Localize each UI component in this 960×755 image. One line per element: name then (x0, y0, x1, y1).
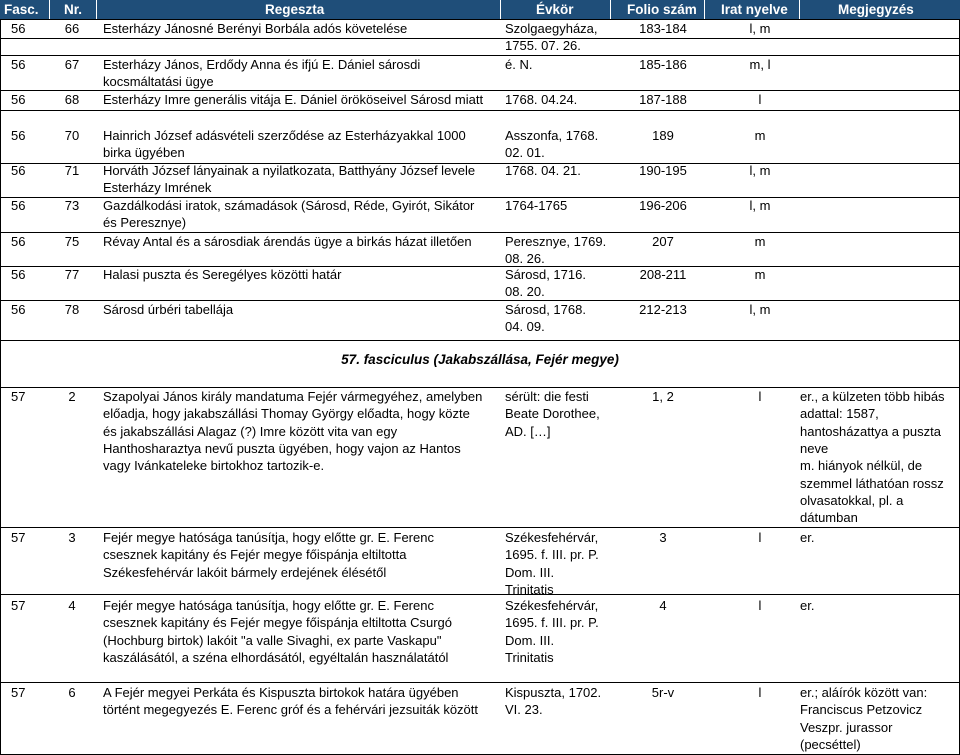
cell-fasc: 57 (11, 389, 26, 404)
cell-regeszta-line: Szapolyai János király mandatuma Fejér vármegyéhez, amelyben (103, 389, 483, 404)
cell-fasc: 57 (11, 530, 26, 545)
cell-megjegyzes-line: adattal: 1587, (800, 406, 879, 422)
cell-evkor-line: 1764-1765 (505, 198, 568, 213)
cell-folio: 207 (652, 234, 674, 249)
cell-nr: 68 (64, 92, 80, 107)
cell-regeszta-line: előadja, hogy jakabszállási Thomay György előadta, hogy közte (103, 406, 470, 422)
cell-folio: 3 (659, 530, 667, 545)
cell-folio: 190-195 (639, 163, 687, 178)
cell-folio: 183-184 (639, 21, 687, 36)
cell-nyelv: l (758, 598, 762, 613)
cell-megjegyzes-line: hantosházattya a puszta (800, 423, 941, 439)
cell-folio: 5r-v (651, 685, 675, 700)
cell-nr: 73 (64, 198, 80, 213)
cell-nyelv: m (754, 267, 766, 282)
cell-megjegyzes-line: dátumban (800, 510, 858, 526)
cell-regeszta-line: és Peresznye) (103, 215, 187, 231)
cell-evkor-line: 1695. f. III. pr. P. (505, 615, 599, 631)
cell-megjegyzes-line: er., a külzeten több hibás (800, 389, 945, 404)
cell-evkor-line: Peresznye, 1769. (505, 234, 607, 249)
cell-nr: 77 (64, 267, 80, 282)
cell-fasc: 56 (11, 267, 26, 282)
cell-folio: 208-211 (639, 267, 687, 282)
cell-nyelv: m, l (749, 57, 771, 72)
cell-regeszta-line: Révay Antal és a sárosdiak árendás ügye a birkás házat illetően (103, 234, 472, 249)
cell-evkor-line: Sárosd, 1768. (505, 302, 586, 317)
cell-nr: 66 (64, 21, 80, 36)
cell-regeszta-line: vagy Ivánkateleke birtokhoz tartozik-e. (103, 458, 325, 474)
cell-evkor-line: é. N. (505, 57, 533, 72)
cell-nr: 4 (68, 598, 76, 613)
cell-nyelv: l (758, 389, 762, 404)
cell-evkor-line: Trinitatis (505, 649, 554, 665)
col-header-regeszta: Regeszta (265, 2, 325, 17)
cell-evkor-line: Székesfehérvár, (505, 598, 599, 613)
cell-nr: 6 (68, 685, 76, 700)
cell-regeszta-line: Fejér megye hatósága tanúsítja, hogy előtte gr. E. Ferenc (103, 598, 434, 613)
col-header-evkor: Évkör (536, 2, 574, 17)
cell-evkor-line: VI. 23. (505, 702, 543, 718)
cell-fasc: 56 (11, 198, 26, 213)
cell-megjegyzes-line: er. (800, 530, 815, 545)
cell-nyelv: l, m (749, 198, 771, 213)
cell-fasc: 56 (11, 302, 26, 317)
cell-evkor-line: Székesfehérvár, (505, 530, 599, 545)
cell-regeszta-line: és jakabszállási Alagaz (?) Imre között vita van egy (103, 423, 398, 439)
cell-regeszta-line: történt megegyezés E. Ferenc gróf és a fehérvári jezsuiták között (103, 702, 479, 718)
cell-nyelv: l, m (749, 302, 771, 317)
section-title: 57. fasciculus (Jakabszállása, Fejér megye) (341, 352, 619, 367)
cell-evkor-line: Kispuszta, 1702. (505, 685, 602, 700)
col-header-megjegyzes: Megjegyzés (838, 2, 914, 17)
cell-regeszta-line: csesznek kapitány és Fejér megye főispánja eltiltotta (103, 547, 407, 563)
cell-nr: 78 (64, 302, 80, 317)
cell-evkor-line: Trinitatis (505, 581, 554, 597)
cell-evkor-line: 1768. 04. 21. (505, 163, 581, 178)
cell-megjegyzes-line: Franciscus Petzovicz (800, 702, 923, 718)
cell-evkor-line: 1768. 04.24. (505, 92, 578, 107)
cell-regeszta-line: Esterházy Imre generális vitája E. Dániel örököseivel Sárosd miatt (103, 92, 484, 107)
cell-evkor-line: 08. 20. (505, 284, 545, 300)
cell-fasc: 56 (11, 234, 26, 249)
cell-nyelv: m (754, 234, 766, 249)
cell-evkor-line: 04. 09. (505, 319, 545, 335)
cell-fasc: 56 (11, 92, 26, 107)
cell-evkor-line: Asszonfa, 1768. (505, 128, 599, 143)
cell-fasc: 56 (11, 128, 26, 143)
cell-evkor-line: 02. 01. (505, 145, 545, 161)
cell-nyelv: l (758, 685, 762, 700)
cell-megjegyzes-line: szemmel láthatóan rossz (800, 475, 944, 491)
cell-regeszta-line: Esterházy Jánosné Berényi Borbála adós követelése (103, 21, 408, 36)
cell-regeszta-line: Esterházy János, Erdődy Anna és ifjú E. Dániel sárosdi (103, 57, 421, 72)
cell-regeszta-line: Sárosd úrbéri tabellája (103, 302, 234, 317)
cell-fasc: 57 (11, 685, 26, 700)
cell-regeszta-line: Gazdálkodási iratok, számadások (Sárosd, Réde, Gyirót, Sikátor (103, 198, 475, 213)
cell-nyelv: l, m (749, 163, 771, 178)
cell-evkor-line: sérült: die festi (505, 389, 589, 404)
cell-regeszta-line: Hainrich József adásvételi szerződése az Esterházyakkal 1000 (103, 128, 466, 143)
cell-nr: 70 (64, 128, 80, 143)
cell-regeszta-line: Esterházy Imrének (103, 180, 212, 196)
col-header-fasc: Fasc. (4, 2, 39, 17)
cell-megjegyzes-line: (pecséttel) (800, 736, 861, 752)
cell-evkor-line: 1755. 07. 26. (505, 38, 581, 54)
cell-megjegyzes-line: m. hiányok nélkül, de (800, 458, 923, 474)
cell-folio: 1, 2 (652, 389, 674, 404)
cell-evkor-line: 08. 26. (505, 251, 545, 267)
cell-regeszta-line: birka ügyében (103, 145, 185, 161)
col-header-folio: Folio szám (627, 2, 697, 17)
cell-regeszta-line: Fejér megye hatósága tanúsítja, hogy előtte gr. E. Ferenc (103, 530, 434, 545)
cell-megjegyzes-line: er.; aláírók között van: (800, 685, 928, 700)
cell-megjegyzes-line: er. (800, 598, 815, 613)
cell-evkor-line: Szolgaegyháza, (505, 21, 598, 36)
cell-fasc: 56 (11, 163, 26, 178)
cell-nyelv: m (754, 128, 766, 143)
cell-megjegyzes-line: neve (800, 440, 829, 456)
cell-evkor-line: 1695. f. III. pr. P. (505, 547, 599, 563)
cell-folio: 4 (659, 598, 667, 613)
cell-evkor-line: Sárosd, 1716. (505, 267, 586, 282)
table-header (0, 0, 960, 19)
cell-nr: 3 (68, 530, 76, 545)
cell-regeszta-line: (Hochburg birtok) lakóit "a valle Sivaghi, ex parte Vaskapu" (103, 632, 442, 648)
cell-fasc: 56 (11, 57, 26, 72)
cell-megjegyzes-line: Veszpr. jurassor (800, 719, 893, 735)
cell-evkor-line: Beate Dorothee, (505, 406, 600, 422)
cell-regeszta-line: Horváth József lányainak a nyilatkozata, Batthyány József levele (103, 163, 476, 178)
col-header-nyelv: Irat nyelve (721, 2, 788, 17)
cell-regeszta-line: A Fejér megyei Perkáta és Kispuszta birtokok határa ügyében (103, 685, 459, 700)
cell-evkor-line: Dom. III. (505, 632, 555, 648)
cell-folio: 196-206 (639, 198, 687, 213)
cell-evkor-line: Dom. III. (505, 564, 555, 580)
cell-regeszta-line: Halasi puszta és Seregélyes közötti határ (103, 267, 342, 282)
cell-regeszta-line: kocsmáltatási ügye (103, 74, 214, 90)
cell-regeszta-line: Székesfehérvár lakóit bármely erdejének élésétől (103, 564, 387, 580)
cell-nr: 67 (64, 57, 80, 72)
cell-fasc: 56 (11, 21, 26, 36)
cell-regeszta-line: csesznek kapitány és Fejér megye főispánja eltiltotta Csurgó (103, 615, 453, 631)
cell-nr: 2 (68, 389, 76, 404)
cell-regeszta-line: Hanthosharaztya nevű puszta ügyében, hogy vajon az Hantos (103, 440, 461, 456)
cell-regeszta-line: kaszálásától, a széna elhordásától, egyéltalán használatától (103, 649, 449, 665)
cell-folio: 185-186 (639, 57, 687, 72)
cell-nr: 75 (64, 234, 80, 249)
cell-nr: 71 (64, 163, 80, 178)
col-header-nr: Nr. (64, 2, 83, 17)
cell-folio: 189 (652, 128, 674, 143)
cell-nyelv: l (758, 92, 762, 107)
cell-evkor-line: AD. […] (505, 423, 551, 439)
cell-nyelv: l, m (749, 21, 771, 36)
cell-megjegyzes-line: olvasatokkal, pl. a (800, 492, 904, 508)
cell-folio: 187-188 (639, 92, 687, 107)
cell-nyelv: l (758, 530, 762, 545)
cell-fasc: 57 (11, 598, 26, 613)
cell-folio: 212-213 (639, 302, 687, 317)
